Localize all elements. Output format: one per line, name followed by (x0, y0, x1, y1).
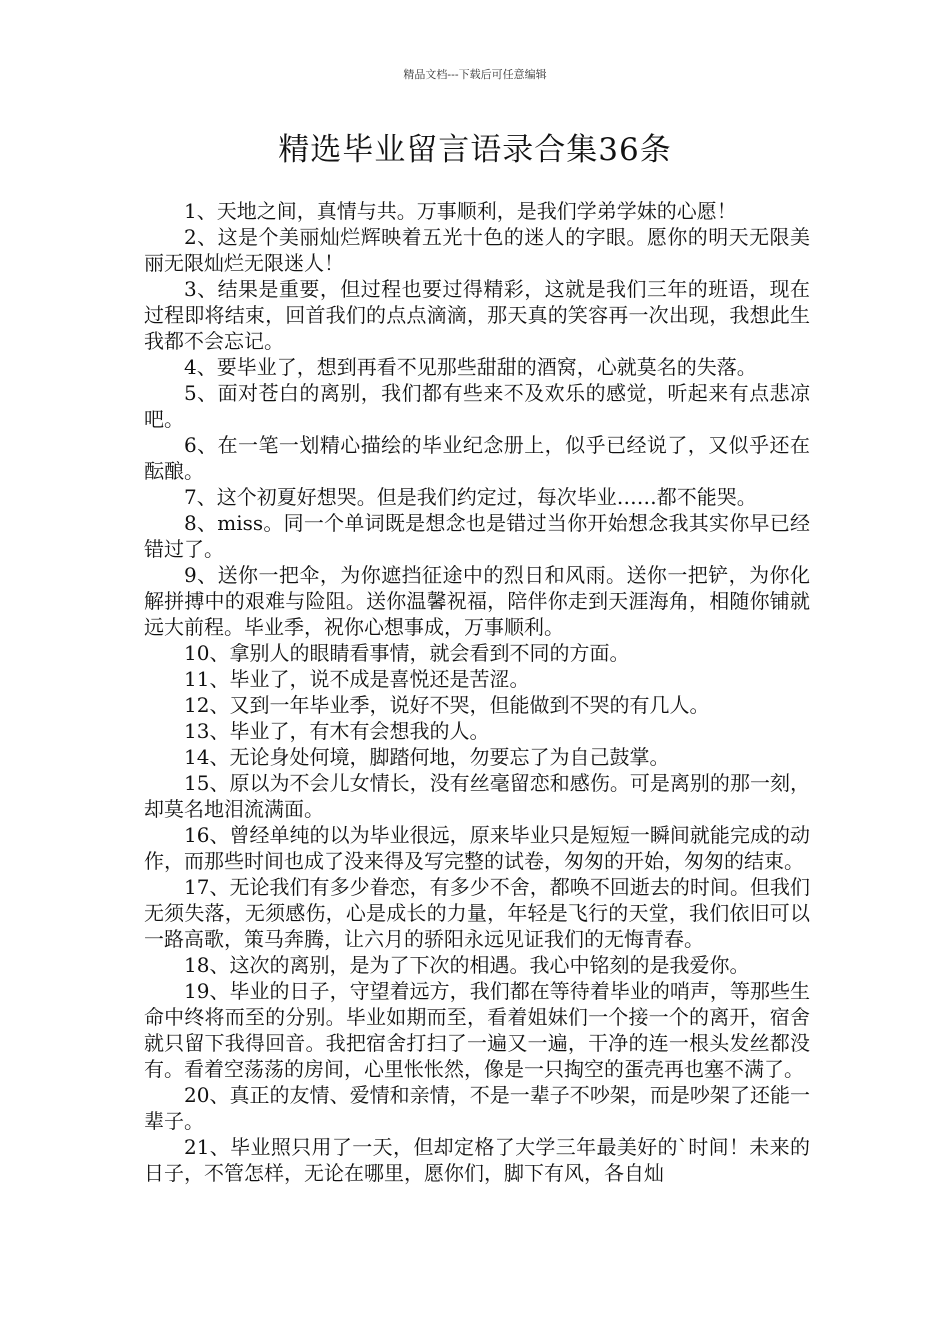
paragraph-6: 6、在一笔一划精心描绘的毕业纪念册上，似乎已经说了，又似乎还在酝酿。 (144, 433, 810, 483)
paragraph-11: 11、毕业了，说不成是喜悦还是苦涩。 (184, 667, 530, 691)
paragraph-17: 17、无论我们有多少眷恋，有多少不舍，都唤不回逝去的时间。但我们无须失落，无须感伤，心是成长的力量，年轻是飞行的天堂，我们依旧可以一路高歌，策马奔腾，让六月的骄阳永远见证我们的无悔青春。 (144, 875, 810, 951)
paragraph-8: 8、miss。同一个单词既是想念也是错过当你开始想念我其实你早已经错过了。 (144, 511, 810, 561)
paragraph-20: 20、真正的友情、爱情和亲情，不是一辈子不吵架，而是吵架了还能一辈子。 (144, 1083, 810, 1133)
paragraph-4: 4、要毕业了，想到再看不见那些甜甜的酒窝，心就莫名的失落。 (184, 355, 757, 379)
paragraph-5: 5、面对苍白的离别，我们都有些来不及欢乐的感觉，听起来有点悲凉吧。 (144, 381, 810, 431)
paragraph-3: 3、结果是重要，但过程也要过得精彩，这就是我们三年的班语，现在过程即将结束，回首我们的点点滴滴，那天真的笑容再一次出现，我想此生我都不会忘记。 (144, 277, 810, 353)
paragraph-14: 14、无论身处何境，脚踏何地，勿要忘了为自己鼓掌。 (184, 745, 670, 769)
paragraph-15: 15、原以为不会儿女情长，没有丝毫留恋和感伤。可是离别的那一刻，却莫名地泪流满面。 (144, 771, 810, 821)
document-body (144, 198, 810, 1186)
paragraph-12: 12、又到一年毕业季，说好不哭，但能做到不哭的有几人。 (184, 693, 710, 717)
paragraph-19: 19、毕业的日子，守望着远方，我们都在等待着毕业的哨声，等那些生命中终将而至的分别。毕业如期而至，看着姐妹们一个接一个的离开，宿舍就只留下我得回音。我把宿舍打扫了一遍又一遍，干净的连一根头发丝都没有。看着空荡荡的房间，心里怅怅然，像是一只掏空的蛋壳再也塞不满了。 (144, 979, 810, 1081)
header-note: 精品文档---下载后可任意编辑 (403, 68, 547, 81)
paragraph-9: 9、送你一把伞，为你遮挡征途中的烈日和风雨。送你一把铲，为你化解拼搏中的艰难与险阻。送你温馨祝福，陪伴你走到天涯海角，相随你铺就远大前程。毕业季，祝你心想事成，万事顺利。 (144, 563, 810, 639)
paragraph-10: 10、拿别人的眼睛看事情，就会看到不同的方面。 (184, 641, 630, 665)
paragraph-7: 7、这个初夏好想哭。但是我们约定过，每次毕业……都不能哭。 (184, 485, 757, 509)
document-title: 精选毕业留言语录合集36条 (278, 132, 672, 168)
paragraph-18: 18、这次的离别，是为了下次的相遇。我心中铭刻的是我爱你。 (184, 953, 750, 977)
paragraph-16: 16、曾经单纯的以为毕业很远，原来毕业只是短短一瞬间就能完成的动作，而那些时间也成了没来得及写完整的试卷，匆匆的开始，匆匆的结束。 (144, 823, 810, 873)
paragraph-2: 2、这是个美丽灿烂辉映着五光十色的迷人的字眼。愿你的明天无限美丽无限灿烂无限迷人！ (144, 225, 810, 275)
paragraph-13: 13、毕业了，有木有会想我的人。 (184, 719, 490, 743)
paragraph-21: 21、毕业照只用了一天，但却定格了大学三年最美好的`时间！未来的日子，不管怎样，无论在哪里，愿你们，脚下有风，各自灿 (144, 1135, 810, 1185)
paragraph-1: 1、天地之间，真情与共。万事顺利，是我们学弟学妹的心愿！ (184, 199, 737, 223)
